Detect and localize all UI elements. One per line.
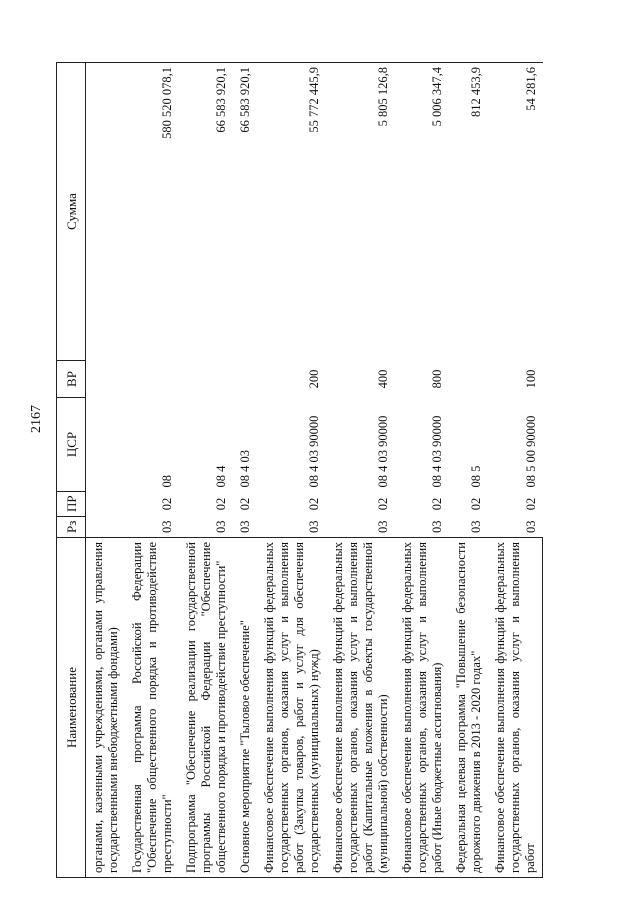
row-vr: 100 <box>523 369 538 389</box>
row-csr: 08 4 03 90000 <box>307 415 321 488</box>
table-row <box>326 63 395 878</box>
budget-table <box>56 62 543 878</box>
row-pr: 02 <box>214 497 228 511</box>
row-pr: 02 <box>160 497 174 511</box>
header-sum: Сумма <box>57 63 86 361</box>
row-vr <box>86 361 126 398</box>
table-row <box>125 63 179 878</box>
page-number: 2167 <box>29 405 44 433</box>
row-sum: 66 583 920,1 <box>179 63 233 361</box>
row-name: Финансовое обеспечение выполнения функций федеральных государственных органов, оказания услуг и выполнения работ (Закупка товаров, работ и услуг для обеспечения государственных (муниципальных) нужд) <box>257 538 326 878</box>
row-pr: 02 <box>523 497 538 511</box>
row-vr: 400 <box>376 369 390 389</box>
row-sum: 54 281,6 <box>488 63 543 361</box>
row-name: Государственная программа Российской Федерации "Обеспечение общественного порядка и противодействие преступности" <box>125 538 179 878</box>
row-pr: 02 <box>469 497 483 511</box>
row-sum: 55 772 445,9 <box>257 63 326 361</box>
row-rz: 03 <box>376 520 390 533</box>
row-vr <box>179 361 233 398</box>
row-csr: 08 5 <box>469 465 483 488</box>
row-name: Федеральная целевая программа "Повышение безопасности дорожного движения в 2013 - 2020 годах" <box>449 538 488 878</box>
row-name: Финансовое обеспечение выполнения функций федеральных государственных органов, оказания услуг и выполнения работ <box>488 538 543 878</box>
row-csr: 08 4 <box>214 465 228 488</box>
row-rz: 03 <box>307 520 321 533</box>
row-csr: 08 4 03 <box>238 450 252 488</box>
row-rz: 03 <box>214 520 228 533</box>
row-rz: 03 <box>523 520 538 533</box>
header-pr: ПР <box>57 492 86 517</box>
row-name: Финансовое обеспечение выполнения функций федеральных государственных органов, оказания услуг и выполнения работ (Капитальные вложения в объекты государственной (муниципальной) собственности) <box>326 538 395 878</box>
header-name: Наименование <box>57 538 86 878</box>
row-vr <box>125 361 179 398</box>
row-sum: 812 453,9 <box>449 63 488 361</box>
row-sum: 66 583 920,1 <box>233 63 257 361</box>
row-csr <box>86 398 126 492</box>
row-vr <box>233 361 257 398</box>
row-pr: 02 <box>376 497 390 511</box>
row-rz: 03 <box>160 520 174 533</box>
row-pr: 02 <box>238 497 252 511</box>
row-rz: 03 <box>430 520 444 533</box>
table-row <box>449 63 488 878</box>
table-row <box>86 63 126 878</box>
row-csr: 08 4 03 90000 <box>376 415 390 488</box>
row-pr: 02 <box>430 497 444 511</box>
row-rz: 03 <box>469 520 483 533</box>
row-sum: 5 805 126,8 <box>326 63 395 361</box>
table-row <box>233 63 257 878</box>
table-header-row <box>57 63 86 878</box>
row-pr <box>86 492 126 517</box>
row-name: Основное мероприятие "Тыловое обеспечение" <box>233 538 257 878</box>
row-vr: 800 <box>430 369 444 389</box>
header-rz: Рз <box>57 517 86 538</box>
row-sum: 5 006 347,4 <box>395 63 449 361</box>
row-rz <box>86 517 126 538</box>
row-rz: 03 <box>238 520 252 533</box>
header-csr: ЦСР <box>57 398 86 492</box>
table-row <box>395 63 449 878</box>
rotated-page <box>56 63 596 878</box>
table-row <box>257 63 326 878</box>
row-sum: 580 520 078,1 <box>125 63 179 361</box>
row-name: Подпрограмма "Обеспечение реализации государственной программы Российской Федерации "Обеспечение общественного порядка и противодействие преступности" <box>179 538 233 878</box>
row-sum <box>86 63 126 361</box>
row-pr: 02 <box>307 497 321 511</box>
row-name: органами, казенными учреждениями, органами управления государственными внебюджетными фондами) <box>86 538 126 878</box>
row-csr: 08 5 00 90000 <box>523 415 538 488</box>
row-csr: 08 4 03 90000 <box>430 415 444 488</box>
row-name: Финансовое обеспечение выполнения функций федеральных государственных органов, оказания услуг и выполнения работ (Иные бюджетные ассигнования) <box>395 538 449 878</box>
table-row <box>488 63 543 878</box>
header-vr: ВР <box>57 361 86 398</box>
row-vr <box>449 361 488 398</box>
table-row <box>179 63 233 878</box>
row-csr: 08 <box>160 475 174 488</box>
row-vr: 200 <box>307 369 321 389</box>
